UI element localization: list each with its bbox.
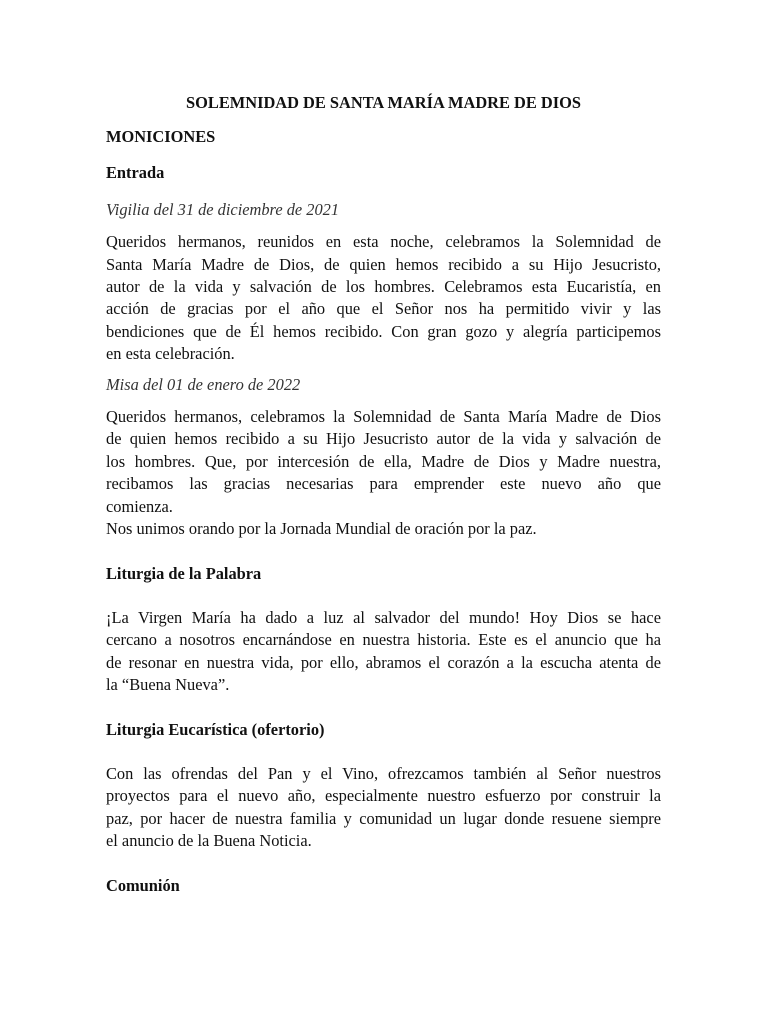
heading-comunion: Comunión <box>106 875 180 895</box>
paragraph-line: el anuncio de la Buena Noticia. <box>106 831 312 851</box>
paragraph-line: Con las ofrendas del Pan y el Vino, ofrezcamos también al Señor nuestros <box>106 763 661 783</box>
paragraph-line: en esta celebración. <box>106 344 235 364</box>
paragraph-line: autor de la vida y salvación de los hombres. Celebramos esta Eucaristía, en <box>106 277 661 297</box>
paragraph-line: paz, por hacer de nuestra familia y comunidad un lugar donde resuene siempre <box>106 808 661 828</box>
paragraph-line: acción de gracias por el año que el Señor nos ha permitido vivir y las <box>106 299 661 319</box>
paragraph-line: cercano a nosotros encarnándose en nuestra historia. Este es el anuncio que ha <box>106 630 661 650</box>
paragraph-line: recibamos las gracias necesarias para emprender este nuevo año que <box>106 474 661 494</box>
paragraph-vigilia <box>106 231 661 365</box>
subtitle-misa: Misa del 01 de enero de 2022 <box>106 374 301 394</box>
heading-liturgia-palabra: Liturgia de la Palabra <box>106 563 262 583</box>
paragraph-line: bendiciones que de Él hemos recibido. Con gran gozo y alegría participemos <box>106 321 661 341</box>
paragraph-misa <box>106 406 661 540</box>
heading-liturgia-eucaristica: Liturgia Eucarística (ofertorio) <box>106 719 325 739</box>
paragraph-line: de resonar en nuestra vida, por ello, abramos el corazón a la escucha atenta de <box>106 652 661 672</box>
document-page <box>106 92 661 897</box>
paragraph-line: Queridos hermanos, celebramos la Solemnidad de Santa María Madre de Dios <box>106 407 661 427</box>
document-title: SOLEMNIDAD DE SANTA MARÍA MADRE DE DIOS <box>186 93 581 112</box>
paragraph-line: la “Buena Nueva”. <box>106 675 230 695</box>
paragraph-liturgia-palabra <box>106 607 661 697</box>
paragraph-line: comienza. <box>106 496 173 516</box>
paragraph-line: de quien hemos recibido a su Hijo Jesucristo autor de la vida y salvación de <box>106 429 661 449</box>
paragraph-liturgia-eucaristica <box>106 763 661 853</box>
subtitle-vigilia: Vigilia del 31 de diciembre de 2021 <box>106 199 340 219</box>
paragraph-line: proyectos para el nuevo año, especialmente nuestro esfuerzo por construir la <box>106 786 661 806</box>
paragraph-line: Queridos hermanos, reunidos en esta noche, celebramos la Solemnidad de <box>106 232 661 252</box>
paragraph-line: Santa María Madre de Dios, de quien hemos recibido a su Hijo Jesucristo, <box>106 254 661 274</box>
section-heading-moniciones: MONICIONES <box>106 127 216 146</box>
paragraph-line-extra: Nos unimos orando por la Jornada Mundial de oración por la paz. <box>106 519 537 539</box>
paragraph-line: ¡La Virgen María ha dado a luz al salvador del mundo! Hoy Dios se hace <box>106 607 661 627</box>
heading-entrada: Entrada <box>106 163 165 183</box>
paragraph-line: los hombres. Que, por intercesión de ella, Madre de Dios y Madre nuestra, <box>106 451 661 471</box>
